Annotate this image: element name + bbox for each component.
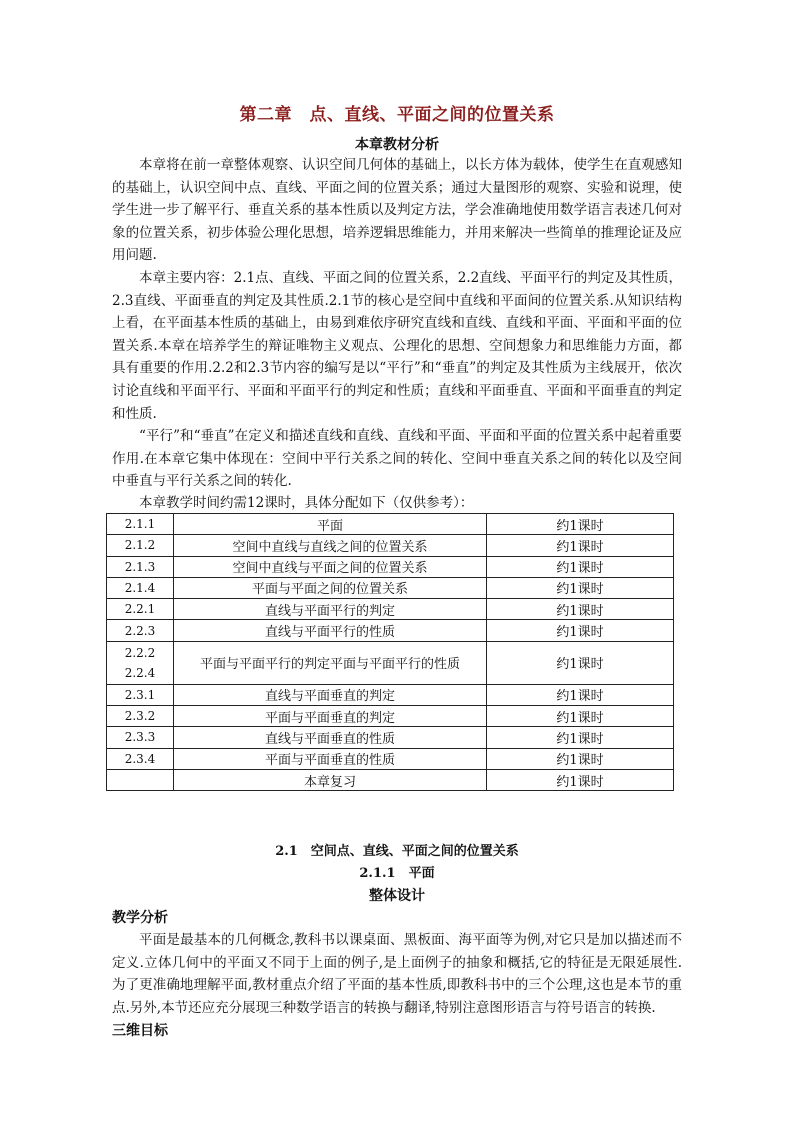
table-row [107, 641, 674, 684]
lesson-topic: 直线与平面垂直的判定 [174, 684, 487, 705]
analysis-paragraph-2: 本章主要内容：2.1点、直线、平面之间的位置关系，2.2直线、平面平行的判定及其性质，2.3直线、平面垂直的判定及其性质.2.1节的核心是空间中直线和平面间的位置关系.从知识结构上看，在平面基本性质的基础上，由易到难依序研究直线和直线、直线和平面、平面和平面的位置关系.本章在培养学生的辩证唯物主义观点、公理化的思想、空间想象力和思维能力方面，都具有重要的作用.2.2和2.3节内容的编写是以“平行”和“垂直”的判定及其性质为主线展开，依次讨论直线和平面平行、平面和平面平行的判定和性质；直线和平面垂直、平面和平面垂直的判定和性质. [112, 269, 682, 422]
lesson-code: 2.1.1 [107, 513, 174, 534]
lesson-code: 2.1.2 [107, 535, 174, 556]
lesson-code: 2.3.1 [107, 684, 174, 705]
lesson-code-pair [107, 641, 174, 684]
lesson-code: 2.1.4 [107, 577, 174, 598]
lesson-code: 2.3.3 [107, 727, 174, 748]
lesson-hours: 约1课时 [487, 727, 674, 748]
lesson-topic: 直线与平面平行的性质 [174, 620, 487, 641]
lesson-hours: 约1课时 [487, 513, 674, 534]
lesson-topic: 平面与平面之间的位置关系 [174, 577, 487, 598]
section-spacer [112, 791, 682, 841]
lesson-topic: 平面与平面垂直的性质 [174, 748, 487, 769]
table-row [107, 684, 674, 705]
table-row [107, 535, 674, 556]
lesson-hours: 约1课时 [487, 535, 674, 556]
lesson-hours: 约1课时 [487, 599, 674, 620]
lesson-code: 2.2.3 [107, 620, 174, 641]
teaching-analysis-heading: 教学分析 [112, 910, 168, 927]
lesson-code: 2.1.3 [107, 556, 174, 577]
analysis-paragraph-3: “平行”和“垂直”在定义和描述直线和直线、直线和平面、平面和平面的位置关系中起着重要作用.在本章它集中体现在：空间中平行关系之间的转化、空间中垂直关系之间的转化以及空间中垂直与平行关系之间的转化. [112, 428, 682, 490]
lesson-topic: 平面与平面平行的判定平面与平面平行的性质 [174, 641, 487, 684]
goals-heading: 三维目标 [112, 1022, 168, 1039]
lesson-code: 2.2.1 [107, 599, 174, 620]
analysis-paragraph-1: 本章将在前一章整体观察、认识空间几何体的基础上，以长方体为载体，使学生在直观感知的基础上，认识空间中点、直线、平面之间的位置关系；通过大量图形的观察、实验和说理，使学生进一步了解平行、垂直关系的基本性质以及判定方法，学会准确地使用数学语言表述几何对象的位置关系，初步体验公理化思想，培养逻辑思维能力，并用来解决一些简单的推理论证及应用问题. [112, 157, 682, 264]
lesson-code-second: 2.2.4 [124, 665, 156, 680]
schedule-intro: 本章教学时间约需12课时，具体分配如下（仅供参考）： [139, 494, 474, 511]
lesson-hours: 约1课时 [487, 705, 674, 726]
lesson-hours: 约1课时 [487, 620, 674, 641]
document-page [112, 100, 682, 1042]
table-row [107, 513, 674, 534]
lesson-hours: 约1课时 [487, 748, 674, 769]
section-title: 2.1 空间点、直线、平面之间的位置关系 [275, 844, 519, 860]
table-row [107, 748, 674, 769]
lesson-topic: 本章复习 [174, 769, 487, 790]
table-row [107, 769, 674, 790]
lesson-hours: 约1课时 [487, 641, 674, 684]
lesson-hours: 约1课时 [487, 684, 674, 705]
lesson-topic: 平面与平面垂直的判定 [174, 705, 487, 726]
table-row [107, 705, 674, 726]
lesson-code: 2.3.4 [107, 748, 174, 769]
analysis-heading: 本章教材分析 [355, 137, 439, 153]
subsection-title: 2.1.1 平面 [359, 866, 435, 882]
table-row [107, 556, 674, 577]
lesson-topic: 平面 [174, 513, 487, 534]
table-row [107, 620, 674, 641]
lesson-code: 2.3.2 [107, 705, 174, 726]
table-row [107, 577, 674, 598]
table-row [107, 727, 674, 748]
lesson-hours: 约1课时 [487, 577, 674, 598]
lesson-topic: 直线与平面平行的判定 [174, 599, 487, 620]
lesson-code: 2.2.2 [124, 645, 156, 660]
design-heading: 整体设计 [369, 888, 425, 905]
lesson-hours: 约1课时 [487, 769, 674, 790]
lesson-code [107, 769, 174, 790]
lesson-topic: 空间中直线与平面之间的位置关系 [174, 556, 487, 577]
lesson-topic: 直线与平面垂直的性质 [174, 727, 487, 748]
chapter-title: 第二章 点、直线、平面之间的位置关系 [239, 105, 555, 125]
teaching-analysis-paragraph: 平面是最基本的几何概念,教科书以课桌面、黑板面、海平面等为例,对它只是加以描述而不定义.立体几何中的平面又不同于上面的例子,是上面例子的抽象和概括,它的特征是无限延展性.为了更准确地理解平面,教材重点介绍了平面的基本性质,即教科书中的三个公理,这也是本节的重点.另外,本节还应充分展现三种数学语言的转换与翻译,特别注意图形语言与符号语言的转换. [112, 932, 682, 1016]
schedule-table [106, 513, 674, 791]
lesson-topic: 空间中直线与直线之间的位置关系 [174, 535, 487, 556]
table-row [107, 599, 674, 620]
lesson-hours: 约1课时 [487, 556, 674, 577]
